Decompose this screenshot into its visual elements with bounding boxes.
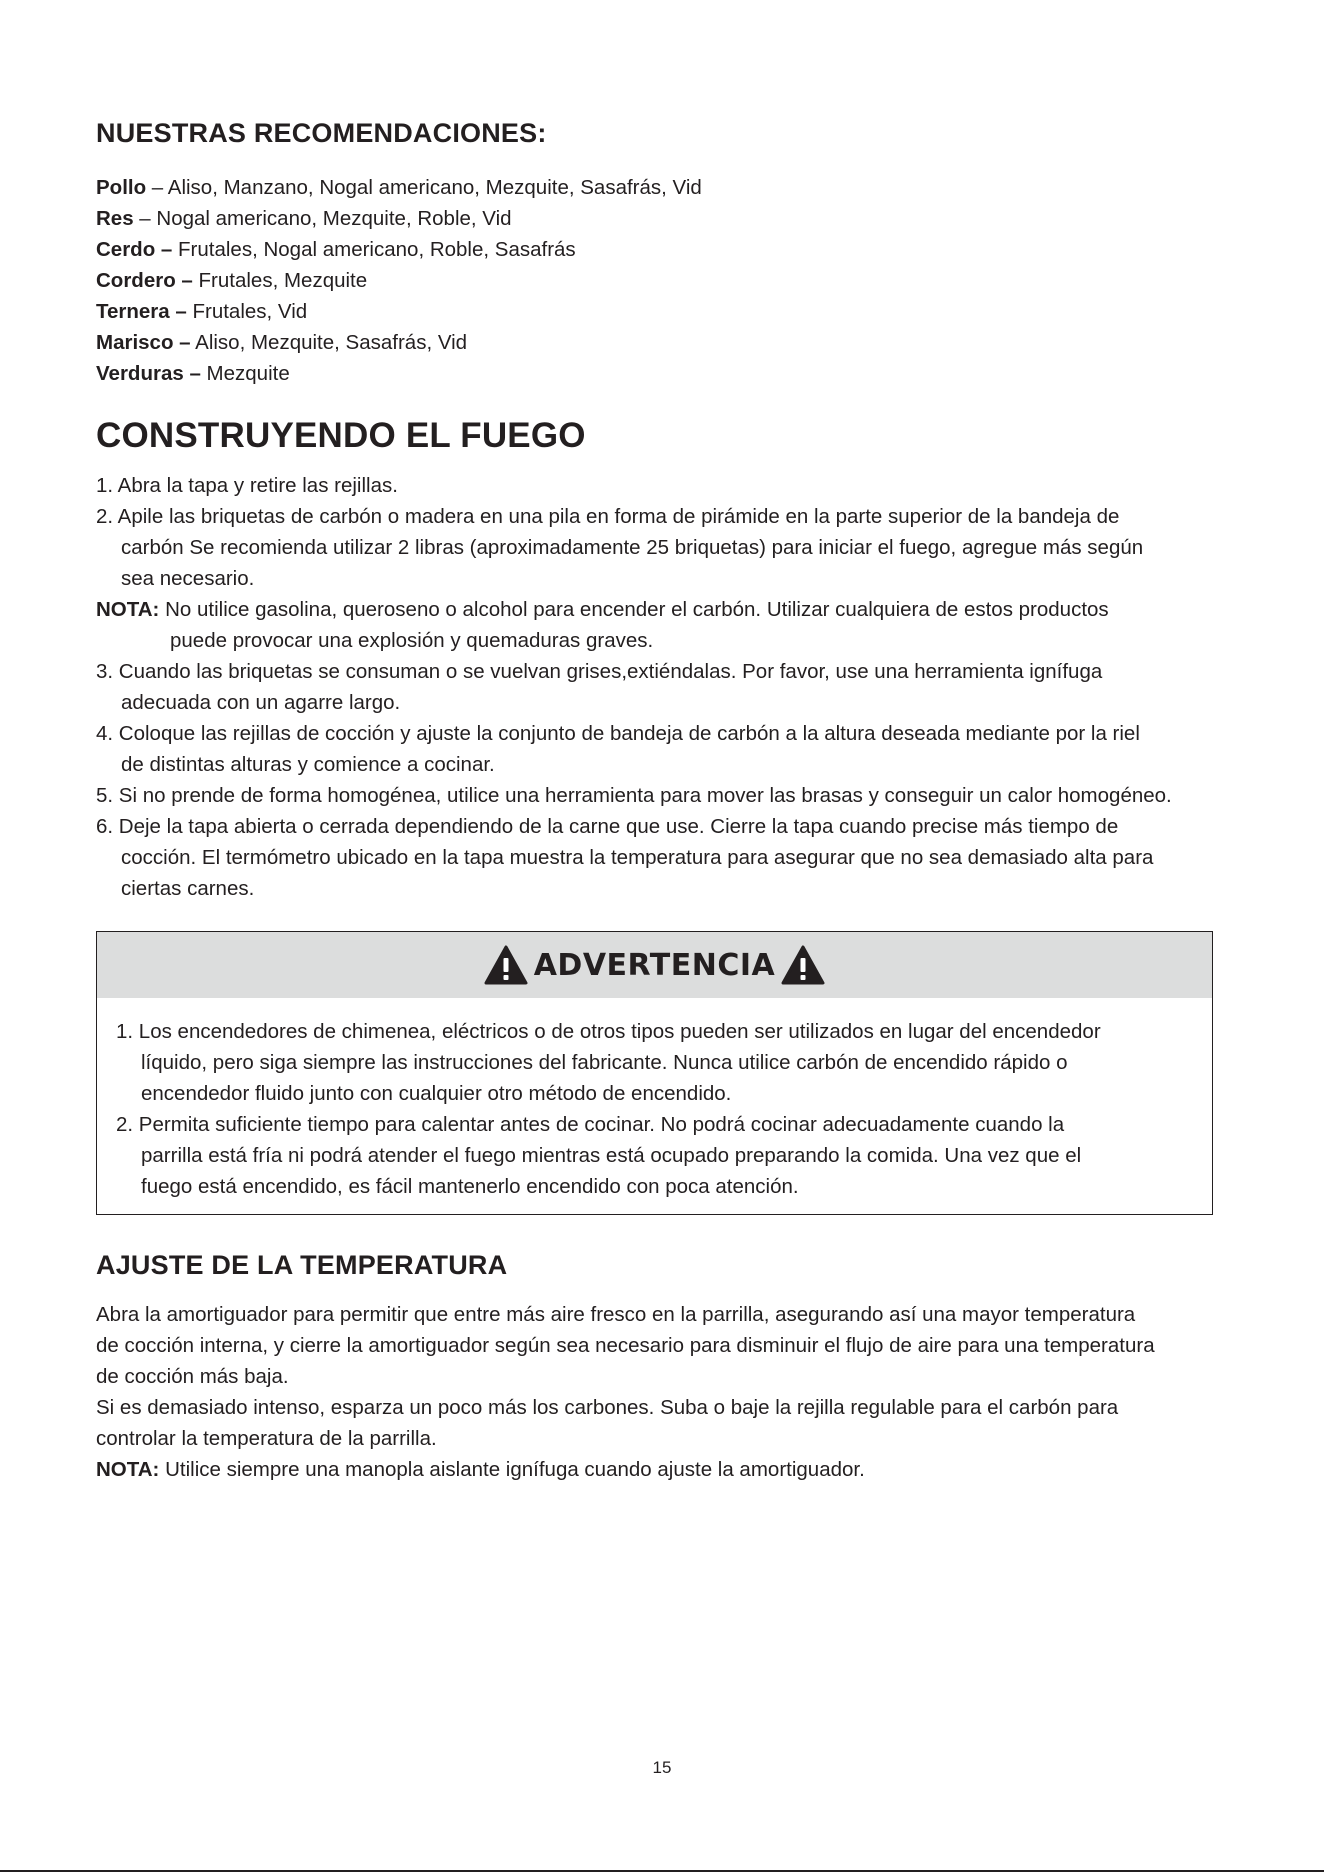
building-fire-heading: CONSTRUYENDO EL FUEGO <box>96 416 586 455</box>
meat-label: Res <box>96 207 134 230</box>
wood-types: – Nogal americano, Mezquite, Roble, Vid <box>133 207 512 230</box>
meat-label: Ternera – <box>96 300 187 323</box>
list-item <box>96 265 702 296</box>
warning-line: 1. Los encendedores de chimenea, eléctricos o de otros tipos pueden ser utilizados en lugar del encendedor <box>116 1020 1101 1043</box>
step-line: sea necesario. <box>121 567 255 590</box>
warning-line: 2. Permita suficiente tiempo para calentar antes de cocinar. No podrá cocinar adecuadamente cuando la <box>116 1113 1065 1136</box>
step-line: 1. Abra la tapa y retire las rejillas. <box>96 474 398 497</box>
step-line: 3. Cuando las briquetas se consuman o se vuelvan grises,extiéndalas. Por favor, use una herramienta ignífuga <box>96 660 1103 683</box>
meat-label: Cordero – <box>96 269 193 292</box>
warning-line: encendedor fluido junto con cualquier otro método de encendido. <box>141 1082 732 1105</box>
note-label: NOTA: <box>96 1458 160 1481</box>
warning-box <box>96 931 1213 1215</box>
step-line: adecuada con un agarre largo. <box>121 691 401 714</box>
warning-triangle-icon <box>484 945 528 985</box>
fire-steps <box>96 470 1246 904</box>
meat-label: Cerdo – <box>96 238 173 261</box>
wood-types: Frutales, Vid <box>186 300 308 323</box>
paragraph-line: Abra la amortiguador para permitir que entre más aire fresco en la parrilla, asegurando así una mayor temperatura <box>96 1303 1136 1326</box>
meat-label: Marisco – <box>96 331 191 354</box>
paragraph-line: Si es demasiado intenso, esparza un poco más los carbones. Suba o baje la rejilla regulable para el carbón para <box>96 1396 1119 1419</box>
paragraph-line: de cocción interna, y cierre la amortiguador según sea necesario para disminuir el flujo de aire para una temperatura <box>96 1334 1155 1357</box>
step-line: 6. Deje la tapa abierta o cerrada dependiendo de la carne que use. Cierre la tapa cuando precise más tiempo de <box>96 815 1119 838</box>
warning-line: líquido, pero siga siempre las instrucciones del fabricante. Nunca utilice carbón de encendido rápido o <box>141 1051 1068 1074</box>
paragraph-line: controlar la temperatura de la parrilla. <box>96 1427 437 1450</box>
note-text: Utilice siempre una manopla aislante ignífuga cuando ajuste la amortiguador. <box>159 1458 865 1481</box>
warning-triangle-icon <box>781 945 825 985</box>
wood-types: Mezquite <box>200 362 290 385</box>
list-item <box>96 327 702 358</box>
step-line: 4. Coloque las rejillas de cocción y ajuste la conjunto de bandeja de carbón a la altura deseada mediante por la riel <box>96 722 1140 745</box>
warning-line: parrilla está fría ni podrá atender el fuego mientras está ocupado preparando la comida. Una vez que el <box>141 1144 1082 1167</box>
note-line <box>96 594 1246 625</box>
meat-label: Verduras – <box>96 362 201 385</box>
step-line: de distintas alturas y comience a cocinar. <box>121 753 495 776</box>
warning-header <box>97 932 1212 998</box>
note-line: puede provocar una explosión y quemaduras graves. <box>170 629 654 652</box>
list-item <box>96 203 702 234</box>
recommendations-heading: NUESTRAS RECOMENDACIONES: <box>96 118 547 148</box>
page-number: 15 <box>652 1758 672 1777</box>
step-line: cocción. El termómetro ubicado en la tapa muestra la temperatura para asegurar que no sea demasiado alta para <box>121 846 1154 869</box>
paragraph-line: de cocción más baja. <box>96 1365 289 1388</box>
temperature-heading: AJUSTE DE LA TEMPERATURA <box>96 1250 508 1280</box>
warning-line: fuego está encendido, es fácil mantenerlo encendido con poca atención. <box>141 1175 799 1198</box>
wood-types: Frutales, Mezquite <box>192 269 368 292</box>
list-item <box>96 358 702 389</box>
wood-types: Frutales, Nogal americano, Roble, Sasafrás <box>172 238 576 261</box>
temperature-text <box>96 1299 1155 1485</box>
list-item <box>96 172 702 203</box>
step-line: 2. Apile las briquetas de carbón o madera en una pila en forma de pirámide en la parte superior de la bandeja de <box>96 505 1120 528</box>
step-line: carbón Se recomienda utilizar 2 libras (aproximadamente 25 briquetas) para iniciar el fuego, agregue más según <box>121 536 1144 559</box>
note-text: No utilice gasolina, queroseno o alcohol para encender el carbón. Utilizar cualquiera de estos productos <box>165 598 1109 621</box>
warning-body <box>116 1016 1101 1202</box>
list-item <box>96 296 702 327</box>
meat-label: Pollo <box>96 176 147 199</box>
wood-types: – Aliso, Manzano, Nogal americano, Mezquite, Sasafrás, Vid <box>146 176 702 199</box>
note-line <box>96 1454 1155 1485</box>
note-label: NOTA: <box>96 598 160 621</box>
step-line: ciertas carnes. <box>121 877 255 900</box>
step-line: 5. Si no prende de forma homogénea, utilice una herramienta para mover las brasas y conseguir un calor homogéneo. <box>96 784 1172 807</box>
list-item <box>96 234 702 265</box>
wood-recommendations-list <box>96 172 702 389</box>
wood-types: Aliso, Mezquite, Sasafrás, Vid <box>190 331 468 354</box>
warning-title: ADVERTENCIA <box>533 947 776 983</box>
